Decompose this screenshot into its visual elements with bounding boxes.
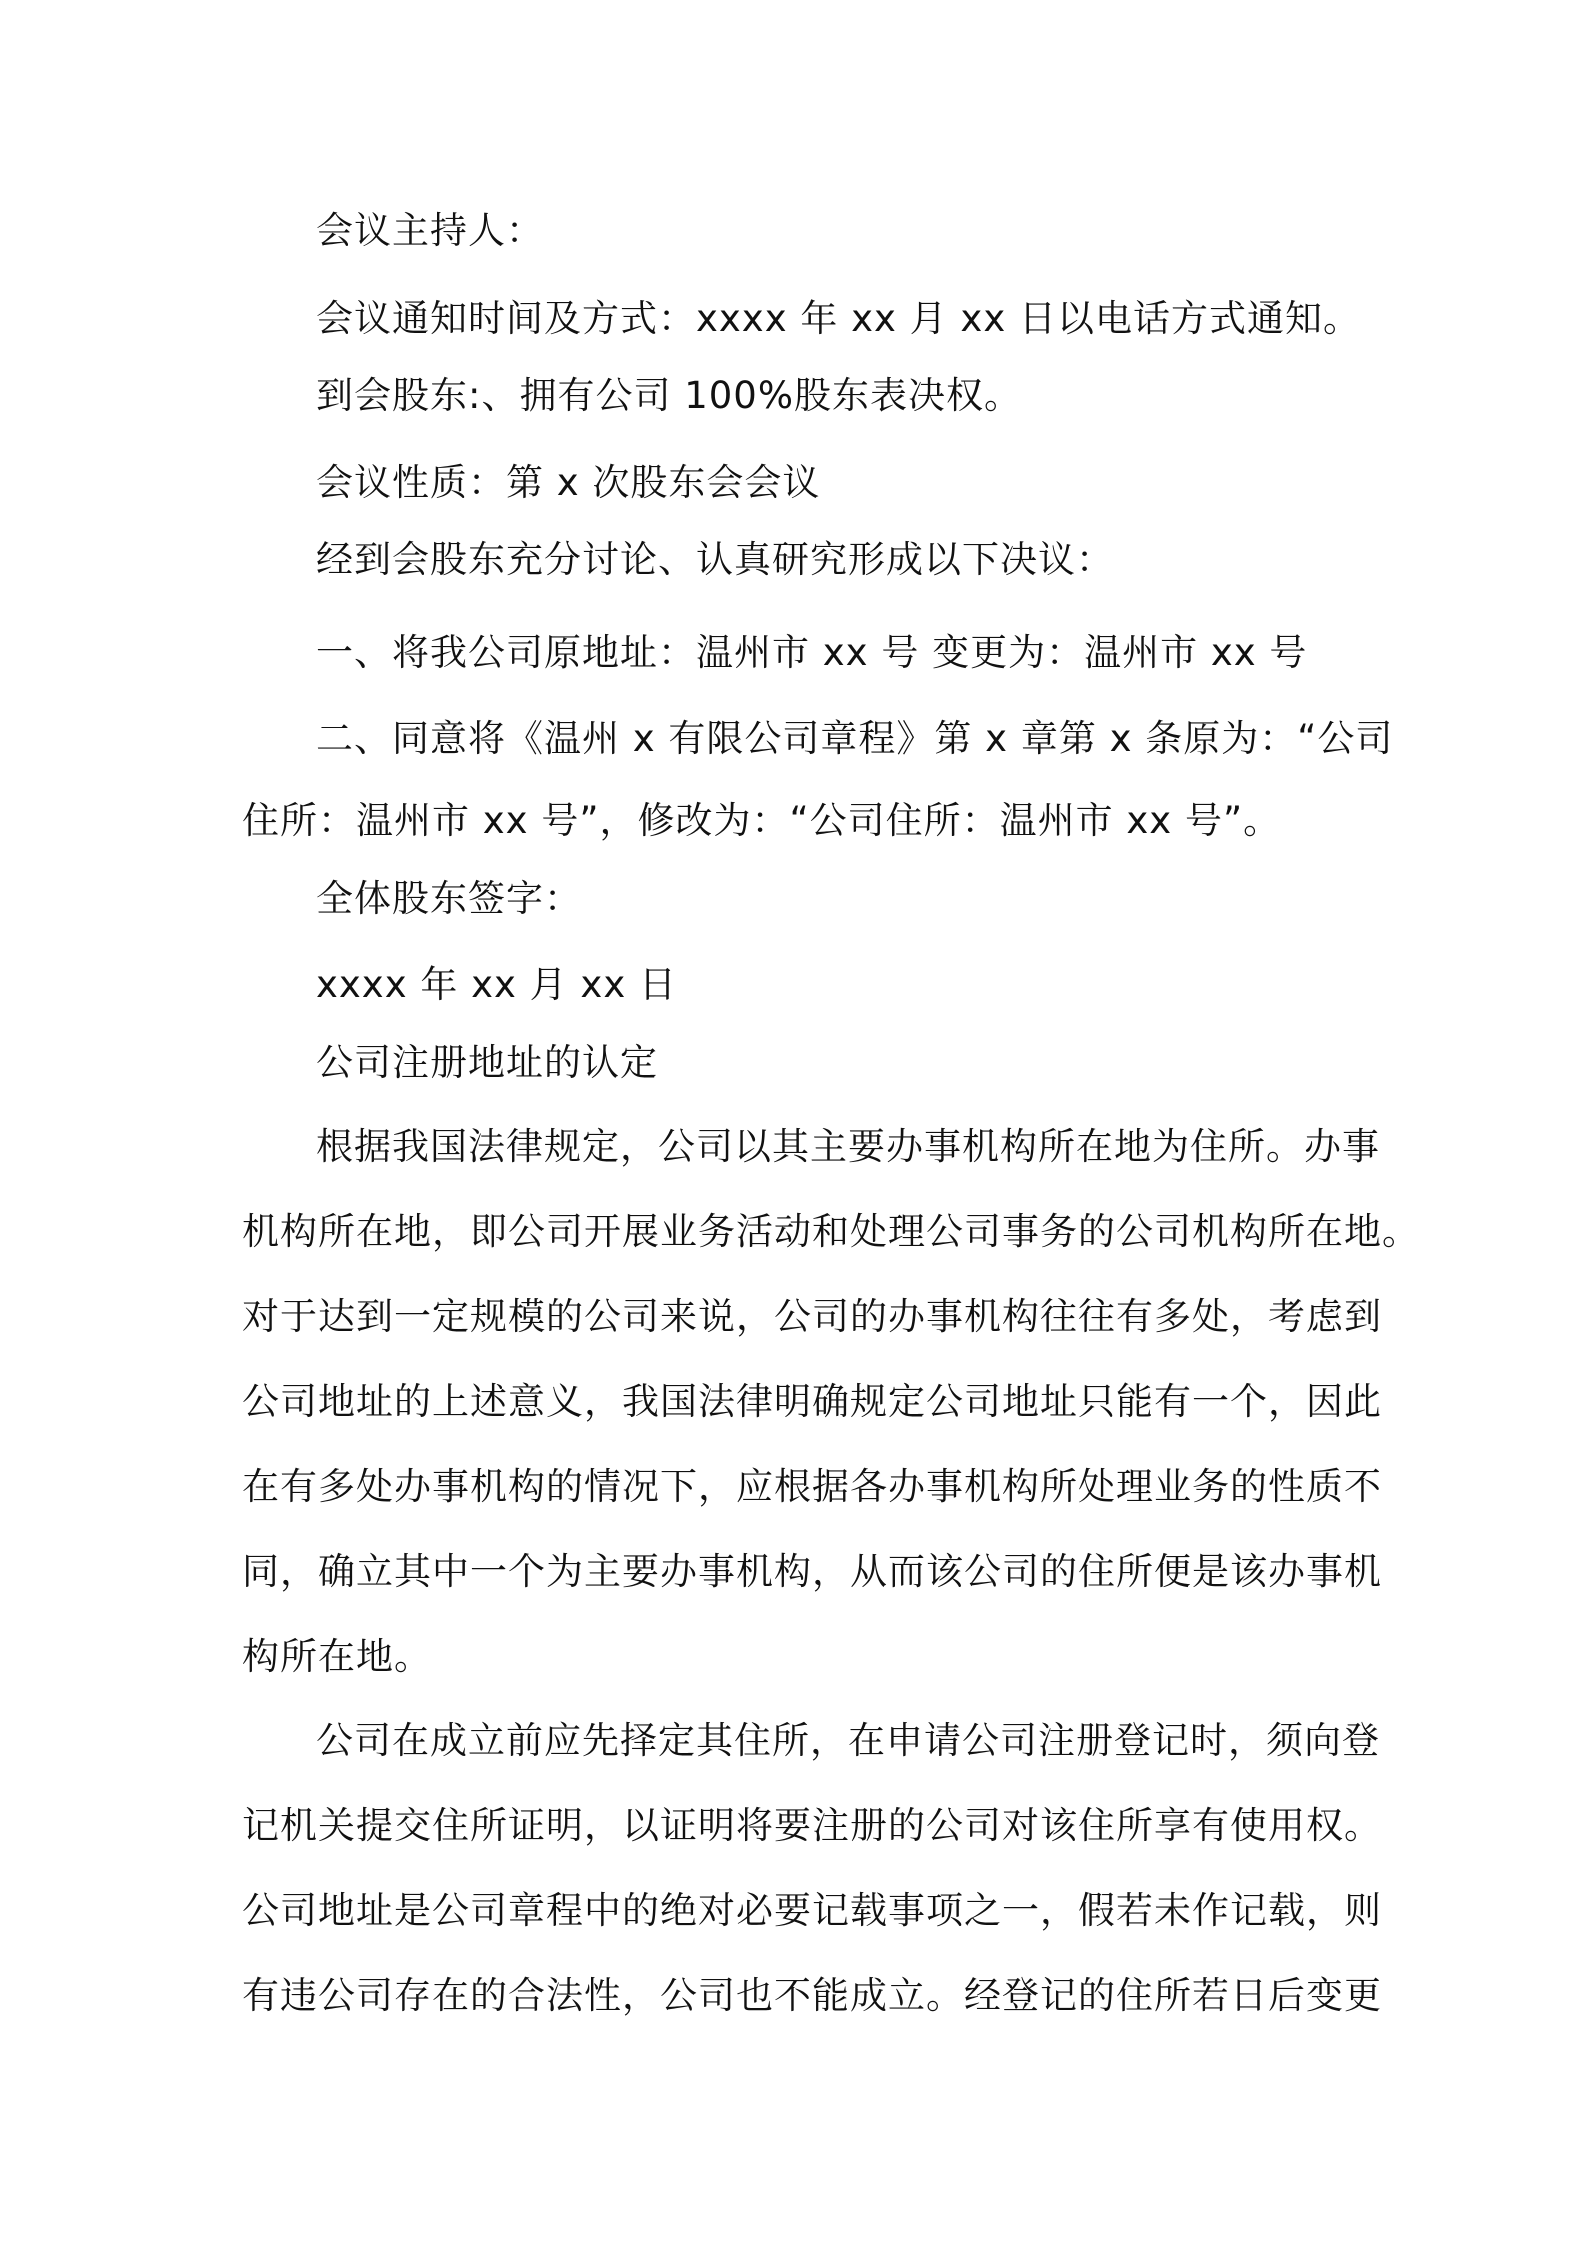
text-line: 经到会股东充分讨论、认真研究形成以下决议： [316, 538, 1114, 581]
text-line: 对于达到一定规模的公司来说，公司的办事机构往往有多处，考虑到 [242, 1295, 1382, 1338]
text-line: 到会股东:、拥有公司 100%股东表决权。 [316, 374, 1023, 417]
text-line: 二、同意将《温州 x 有限公司章程》第 x 章第 x 条原为：“公司 [316, 717, 1394, 760]
text-line: 会议通知时间及方式：xxxx 年 xx 月 xx 日以电话方式通知。 [316, 297, 1361, 340]
text-line: 根据我国法律规定，公司以其主要办事机构所在地为住所。办事 [316, 1125, 1380, 1168]
text-line: 有违公司存在的合法性，公司也不能成立。经登记的住所若日后变更 [242, 1974, 1382, 2017]
text-line: 一、将我公司原地址：温州市 xx 号 变更为：温州市 xx 号 [316, 631, 1308, 674]
text-line: 会议主持人： [316, 209, 544, 252]
text-line: 在有多处办事机构的情况下，应根据各办事机构所处理业务的性质不 [242, 1465, 1382, 1508]
text-line: 住所：温州市 xx 号”，修改为：“公司住所：温州市 xx 号”。 [242, 799, 1282, 842]
text-line: 会议性质：第 x 次股东会会议 [316, 461, 821, 504]
text-line: xxxx 年 xx 月 xx 日 [316, 963, 677, 1006]
text-line: 同，确立其中一个为主要办事机构，从而该公司的住所便是该办事机 [242, 1550, 1382, 1593]
text-line: 公司地址的上述意义，我国法律明确规定公司地址只能有一个，因此 [242, 1380, 1382, 1423]
text-line: 全体股东签字： [316, 877, 582, 920]
section-heading: 公司注册地址的认定 [316, 1041, 658, 1084]
text-line: 公司在成立前应先择定其住所，在申请公司注册登记时，须向登 [316, 1719, 1380, 1762]
text-line: 记机关提交住所证明，以证明将要注册的公司对该住所享有使用权。 [242, 1804, 1382, 1847]
text-line: 公司地址是公司章程中的绝对必要记载事项之一，假若未作记载，则 [242, 1889, 1382, 1932]
text-line: 机构所在地，即公司开展业务活动和处理公司事务的公司机构所在地。 [242, 1210, 1420, 1253]
text-line: 构所在地。 [242, 1635, 432, 1678]
